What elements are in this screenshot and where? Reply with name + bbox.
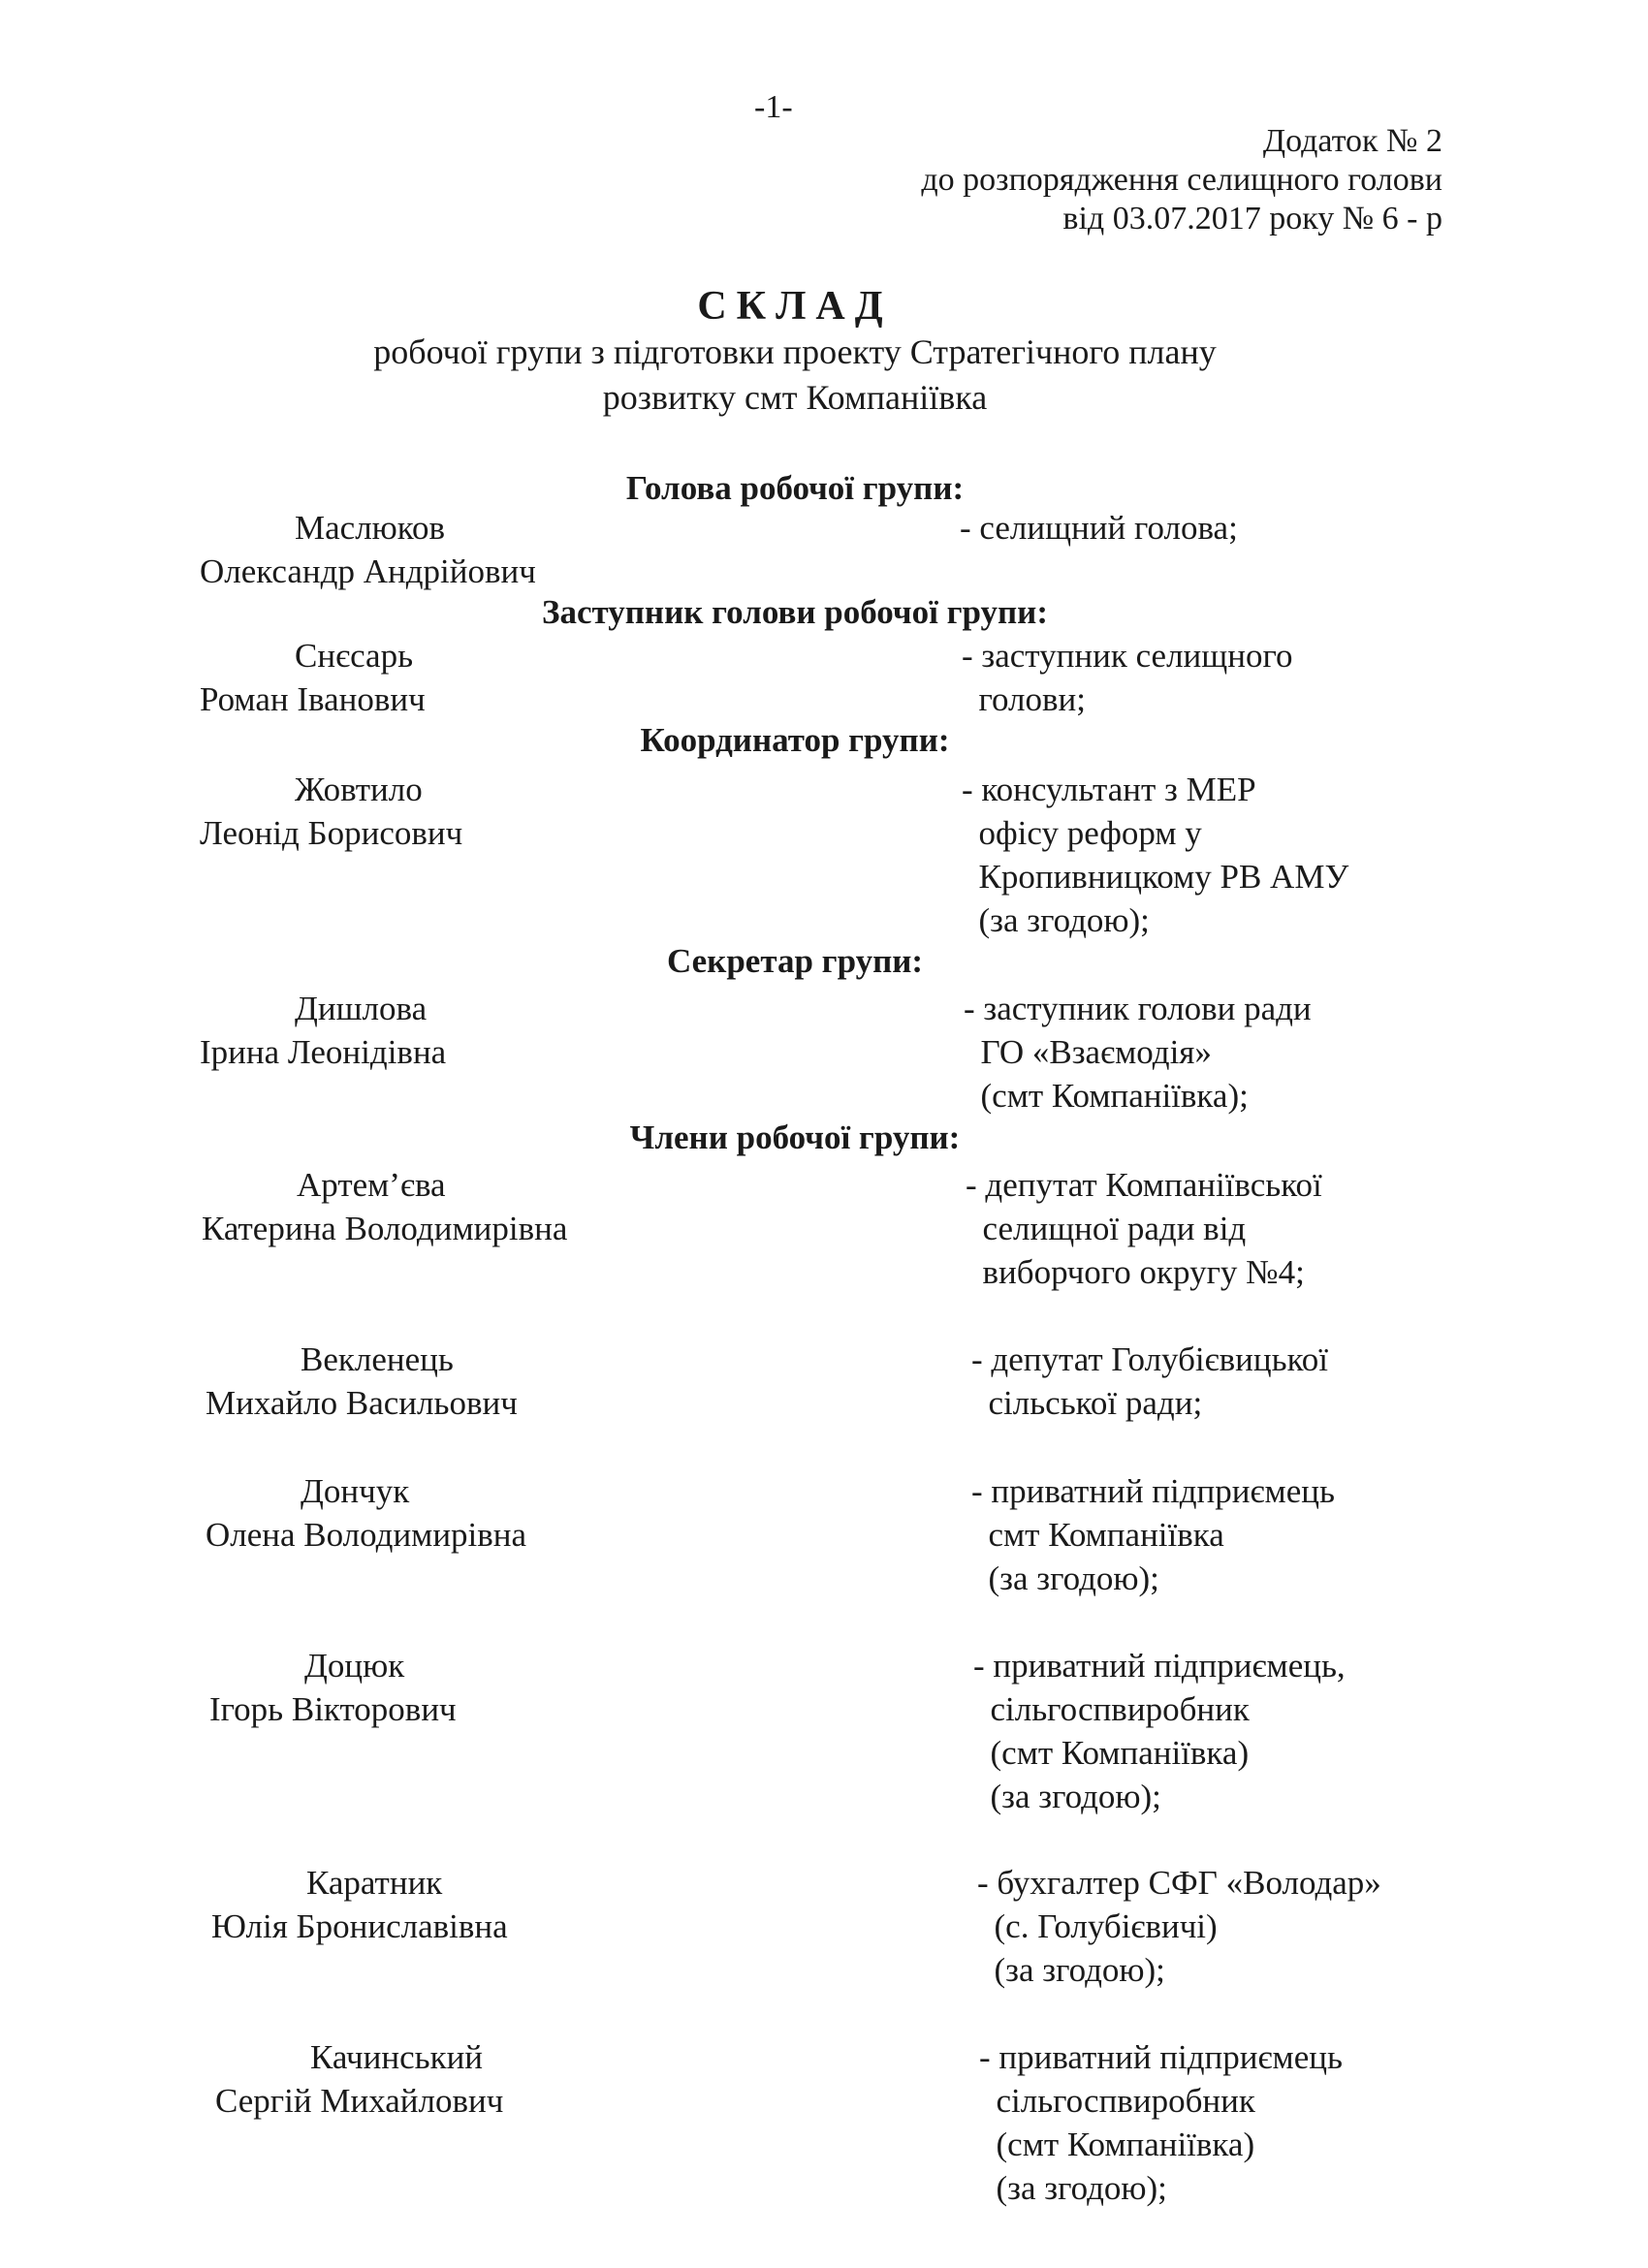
person-name xyxy=(202,1163,567,1250)
subtitle-line-1: робочої групи з підготовки проекту Стратегічного плану xyxy=(373,332,1217,371)
appendix-header xyxy=(921,122,1442,238)
person-surname: Маслюков xyxy=(295,509,446,547)
section-coordinator: Координатор групи: xyxy=(640,721,950,759)
person-name xyxy=(206,1338,518,1425)
page-number: -1- xyxy=(754,89,793,125)
person-role: - приватний підприємець сільгоспвиробник (смт Компаніївка) (за згодою); xyxy=(979,2038,1343,2207)
person-given-name: Роман Іванович xyxy=(200,680,426,718)
person-given-name: Юлія Брониславівна xyxy=(211,1907,508,1945)
person-surname: Жовтило xyxy=(295,771,423,808)
person-given-name: Леонід Борисович xyxy=(200,814,463,852)
appendix-line-2: до розпорядження селищного голови xyxy=(921,162,1442,198)
person-name xyxy=(200,987,446,1074)
person-role: - депутат Голубієвицької сільської ради; xyxy=(971,1340,1329,1422)
document-subtitle xyxy=(0,330,1590,421)
document-title: СКЛАД xyxy=(697,284,893,329)
person-surname: Дончук xyxy=(301,1472,410,1510)
person-name xyxy=(209,1644,457,1731)
person-role: - заступник голови ради ГО «Взаємодія» (смт Компаніївка); xyxy=(964,990,1312,1115)
person-surname: Дишлова xyxy=(295,990,428,1027)
person-given-name: Катерина Володимирівна xyxy=(202,1210,568,1247)
person-surname: Снєсарь xyxy=(295,637,414,675)
section-deputy: Заступник голови робочої групи: xyxy=(542,593,1048,631)
person-given-name: Михайло Васильович xyxy=(206,1384,518,1422)
person-role: - приватний підприємець, сільгоспвиробник (смт Компаніївка) (за згодою); xyxy=(973,1647,1346,1815)
section-members: Члени робочої групи: xyxy=(629,1118,961,1156)
person-surname: Доцюк xyxy=(304,1647,405,1685)
person-role: - приватний підприємець смт Компаніївка (за згодою); xyxy=(971,1472,1335,1597)
person-name xyxy=(206,1469,526,1557)
person-role: - заступник селищного голови; xyxy=(962,637,1293,718)
person-name xyxy=(200,634,426,721)
person-surname: Векленець xyxy=(301,1340,454,1378)
person-name xyxy=(211,1861,508,1948)
person-given-name: Сергій Михайлович xyxy=(215,2082,504,2120)
person-surname: Качинський xyxy=(310,2038,484,2076)
person-given-name: Олександр Андрійович xyxy=(200,552,536,590)
person-name xyxy=(200,768,462,855)
person-role: - депутат Компаніївської селищної ради від виборчого округу №4; xyxy=(966,1166,1322,1291)
person-given-name: Ігорь Вікторович xyxy=(209,1690,457,1728)
person-given-name: Олена Володимирівна xyxy=(206,1516,527,1554)
person-role: - консультант з МЕР офісу реформ у Кропивницкому РВ АМУ (за згодою); xyxy=(962,771,1349,939)
subtitle-line-2: розвитку смт Компаніївка xyxy=(602,378,988,417)
appendix-line-1: Додаток № 2 xyxy=(1262,123,1442,159)
person-name xyxy=(215,2035,503,2123)
person-role: - селищний голова; xyxy=(960,509,1238,547)
person-surname: Артем’єва xyxy=(297,1166,446,1204)
appendix-line-3: від 03.07.2017 року № 6 - р xyxy=(1062,201,1442,236)
section-secretary: Секретар групи: xyxy=(666,942,924,980)
section-head: Голова робочої групи: xyxy=(625,469,965,507)
person-name xyxy=(200,506,536,593)
person-surname: Каратник xyxy=(306,1864,443,1902)
person-role: - бухгалтер СФГ «Володар» (с. Голубієвичі) (за згодою); xyxy=(977,1864,1381,1989)
person-given-name: Ірина Леонідівна xyxy=(200,1033,447,1071)
